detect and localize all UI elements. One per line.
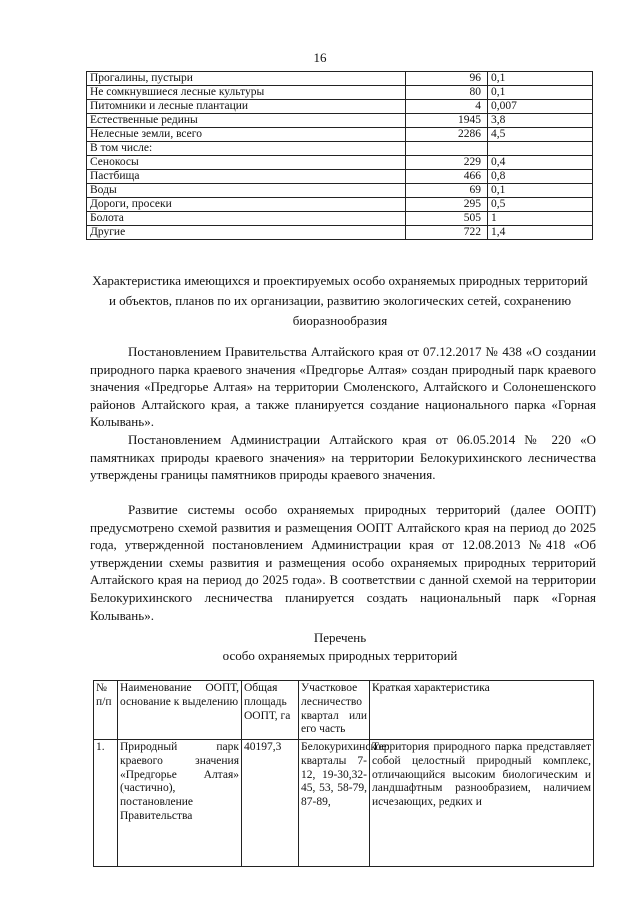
land-table-row <box>87 156 593 170</box>
land-table-row <box>87 100 593 114</box>
page-number: 16 <box>313 50 327 65</box>
land-table-row <box>87 86 593 100</box>
land-percent-cell: 0,007 <box>488 100 593 114</box>
land-percent-cell: 0,1 <box>488 72 593 86</box>
land-name-cell: Болота <box>87 212 406 226</box>
land-area-cell: 4 <box>406 100 488 114</box>
land-area-cell: 722 <box>406 226 488 240</box>
land-name-cell: В том числе: <box>87 142 406 156</box>
land-percent-cell <box>488 142 593 156</box>
land-table-row <box>87 114 593 128</box>
land-percent-cell: 4,5 <box>488 128 593 142</box>
oopt-header-row <box>94 681 594 740</box>
land-area-cell: 505 <box>406 212 488 226</box>
row-num: 1. <box>94 740 118 867</box>
land-table-row <box>87 212 593 226</box>
land-table-row <box>87 72 593 86</box>
row-area: 40197,3 <box>242 740 299 867</box>
header-description: Краткая характеристика <box>370 681 594 740</box>
paragraph-oopt-development: Развитие системы особо охраняемых природных территорий (далее ООПТ) предусмотрено схемой развития и размещения ООПТ Алтайского края на период до 2025 года, утвержденной постановлением Администрации края от 12.08.2013 №418 «Об утверждении схемы развития и размещения особо охраняемых природных территорий Алтайского края на период до 2025 года». В соответствии с данной схемой на территории Белокурихинского лесничества планируется создать национальный парк «Горная Колывань». <box>90 502 596 623</box>
row-name: Природный парк краевого значения «Предгорье Алтая» (частично), постановление Правительства <box>118 740 242 867</box>
land-percent-cell: 0,1 <box>488 184 593 198</box>
land-table-row <box>87 170 593 184</box>
land-name-cell: Не сомкнувшиеся лесные культуры <box>87 86 406 100</box>
land-area-cell: 2286 <box>406 128 488 142</box>
land-area-cell: 1945 <box>406 114 488 128</box>
land-area-cell: 80 <box>406 86 488 100</box>
land-area-cell: 295 <box>406 198 488 212</box>
land-percent-cell: 0,8 <box>488 170 593 184</box>
land-name-cell: Питомники и лесные плантации <box>87 100 406 114</box>
land-name-cell: Прогалины, пустыри <box>87 72 406 86</box>
land-percent-cell: 1 <box>488 212 593 226</box>
land-name-cell: Сенокосы <box>87 156 406 170</box>
land-percent-cell: 0,5 <box>488 198 593 212</box>
land-area-cell: 69 <box>406 184 488 198</box>
land-table-row <box>87 142 593 156</box>
row-location: Белокурихинское: кварталы 7-12, 19-30,32-45, 53, 58-79, 87-89, <box>299 740 370 867</box>
land-table-row <box>87 184 593 198</box>
header-area: Общая площадь ООПТ, га <box>242 681 299 740</box>
list-title-line2: особо охраняемых природных территорий <box>222 648 458 663</box>
land-name-cell: Пастбища <box>87 170 406 184</box>
land-percent-cell: 0,1 <box>488 86 593 100</box>
paragraph-resolution-438: Постановлением Правительства Алтайского края от 07.12.2017 № 438 «О создании природного парка краевого значения «Предгорье Алтая» создан природный парк краевого значения «Предгорье Алтая» на территории Смоленского, Алтайского и Солонешенского районов Алтайского края, а также планируется создание национального парка «Горная Колывань». <box>90 344 596 430</box>
oopt-table <box>93 680 594 867</box>
land-area-cell: 229 <box>406 156 488 170</box>
land-name-cell: Другие <box>87 226 406 240</box>
list-title <box>90 629 590 665</box>
land-name-cell: Естественные редины <box>87 114 406 128</box>
list-title-line1: Перечень <box>313 630 367 645</box>
land-category-table <box>86 71 593 240</box>
oopt-row <box>94 740 594 867</box>
land-name-cell: Дороги, просеки <box>87 198 406 212</box>
header-name: Наименование ООПТ, основание к выделению <box>118 681 242 740</box>
header-num: № п/п <box>94 681 118 740</box>
land-area-cell <box>406 142 488 156</box>
section-heading: Характеристика имеющихся и проектируемых особо охраняемых природных территорий и объектов, планов по их организации, развитию экологических сетей, сохранению биоразнообразия <box>92 273 588 328</box>
land-table-row <box>87 226 593 240</box>
land-percent-cell: 0,4 <box>488 156 593 170</box>
land-percent-cell: 1,4 <box>488 226 593 240</box>
land-table-row <box>87 198 593 212</box>
land-name-cell: Воды <box>87 184 406 198</box>
land-name-cell: Нелесные земли, всего <box>87 128 406 142</box>
paragraph-resolution-220: Постановлением Администрации Алтайского края от 06.05.2014 № 220 «О памятниках природы краевого значения» на территории Белокурихинского лесничества утверждены границы памятников природы краевого значения. <box>90 432 596 483</box>
row-description: Территория природного парка представляет собой целостный природный комплекс, отличающийся высоким биологическим и ландшафтным разнообразием, наличием исчезающих, редких и <box>370 740 594 867</box>
land-area-cell: 96 <box>406 72 488 86</box>
header-location: Участковое лесничество квартал или его часть <box>299 681 370 740</box>
land-table-row <box>87 128 593 142</box>
land-area-cell: 466 <box>406 170 488 184</box>
land-percent-cell: 3,8 <box>488 114 593 128</box>
